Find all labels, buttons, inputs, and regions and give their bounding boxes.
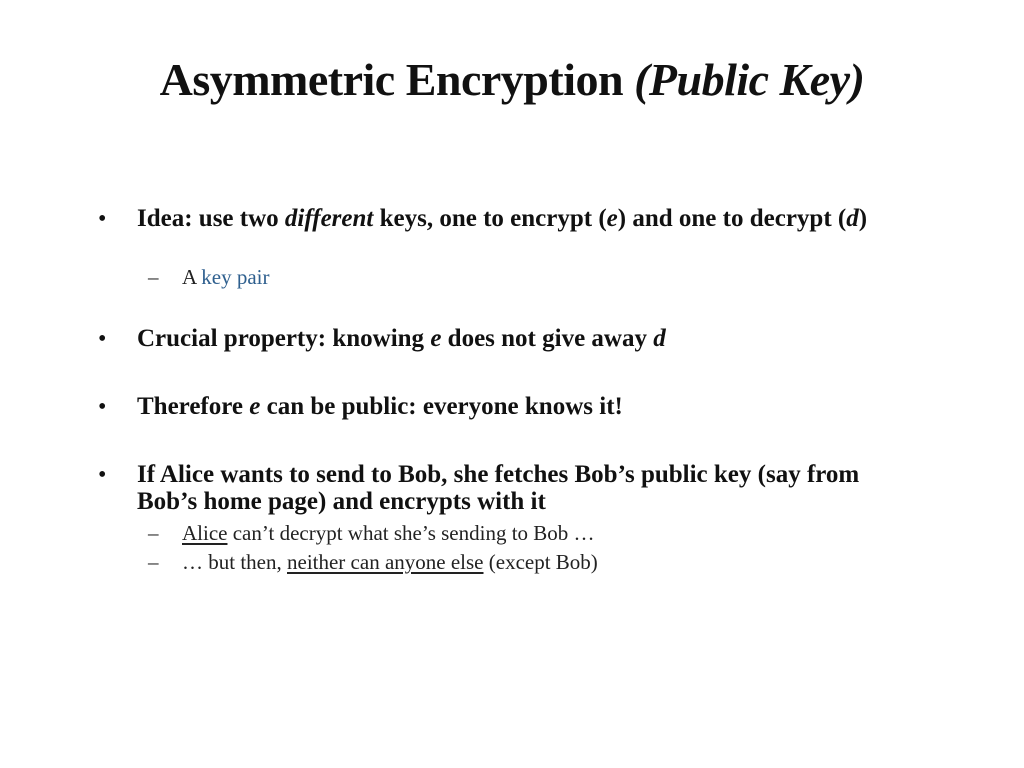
sub-bullet-text: can’t decrypt what she’s sending to Bob … bbox=[227, 521, 595, 545]
bullet-marker: • bbox=[98, 394, 107, 420]
underlined-alice: Alice bbox=[182, 521, 228, 545]
sub-bullet-alice-cant-decrypt bbox=[148, 520, 595, 546]
sub-bullet-text: A bbox=[182, 265, 202, 289]
variable-d: d bbox=[653, 325, 666, 352]
bullet-text-part: ) bbox=[858, 205, 868, 232]
variable-d: d bbox=[846, 205, 859, 232]
sub-bullet-text: (except Bob) bbox=[483, 550, 598, 574]
sub-bullet-neither-can-anyone bbox=[148, 549, 598, 575]
variable-e: e bbox=[430, 325, 442, 352]
sub-bullet-key-pair bbox=[148, 264, 270, 290]
bullet-text-part: does not give away bbox=[441, 325, 654, 352]
bullet-marker: • bbox=[98, 462, 107, 488]
bullet-text bbox=[137, 325, 907, 352]
slide-title-paren: (Public Key) bbox=[634, 54, 865, 105]
bullet-text bbox=[137, 393, 907, 420]
emphasis-different: different bbox=[284, 205, 374, 232]
underlined-neither-can-anyone-else: neither can anyone else bbox=[287, 550, 484, 574]
sub-bullet-text: … but then, bbox=[182, 550, 287, 574]
variable-e: e bbox=[606, 205, 618, 232]
variable-e: e bbox=[249, 393, 261, 420]
bullet-marker: • bbox=[98, 206, 107, 232]
bullet-text-part: Therefore bbox=[137, 393, 250, 420]
key-pair-link[interactable]: key pair bbox=[201, 265, 270, 289]
sub-bullet-dash: – bbox=[148, 521, 159, 545]
slide-title-main: Asymmetric Encryption bbox=[159, 54, 624, 105]
slide-title bbox=[0, 50, 1024, 110]
bullet-text-part: ) and one to decrypt ( bbox=[617, 205, 847, 232]
bullet-text: If Alice wants to send to Bob, she fetches Bob’s public key (say from Bob’s home page) and encrypts with it bbox=[137, 461, 860, 515]
sub-bullet-dash: – bbox=[148, 550, 159, 574]
bullet-text-part: Crucial property: knowing bbox=[137, 325, 431, 352]
bullet-text-part: Idea: use two bbox=[137, 205, 285, 232]
bullet-text-part: keys, one to encrypt ( bbox=[373, 205, 607, 232]
sub-bullet-dash: – bbox=[148, 265, 159, 289]
bullet-text bbox=[137, 205, 907, 232]
bullet-marker: • bbox=[98, 326, 107, 352]
bullet-text-part: can be public: everyone knows it! bbox=[260, 393, 623, 420]
